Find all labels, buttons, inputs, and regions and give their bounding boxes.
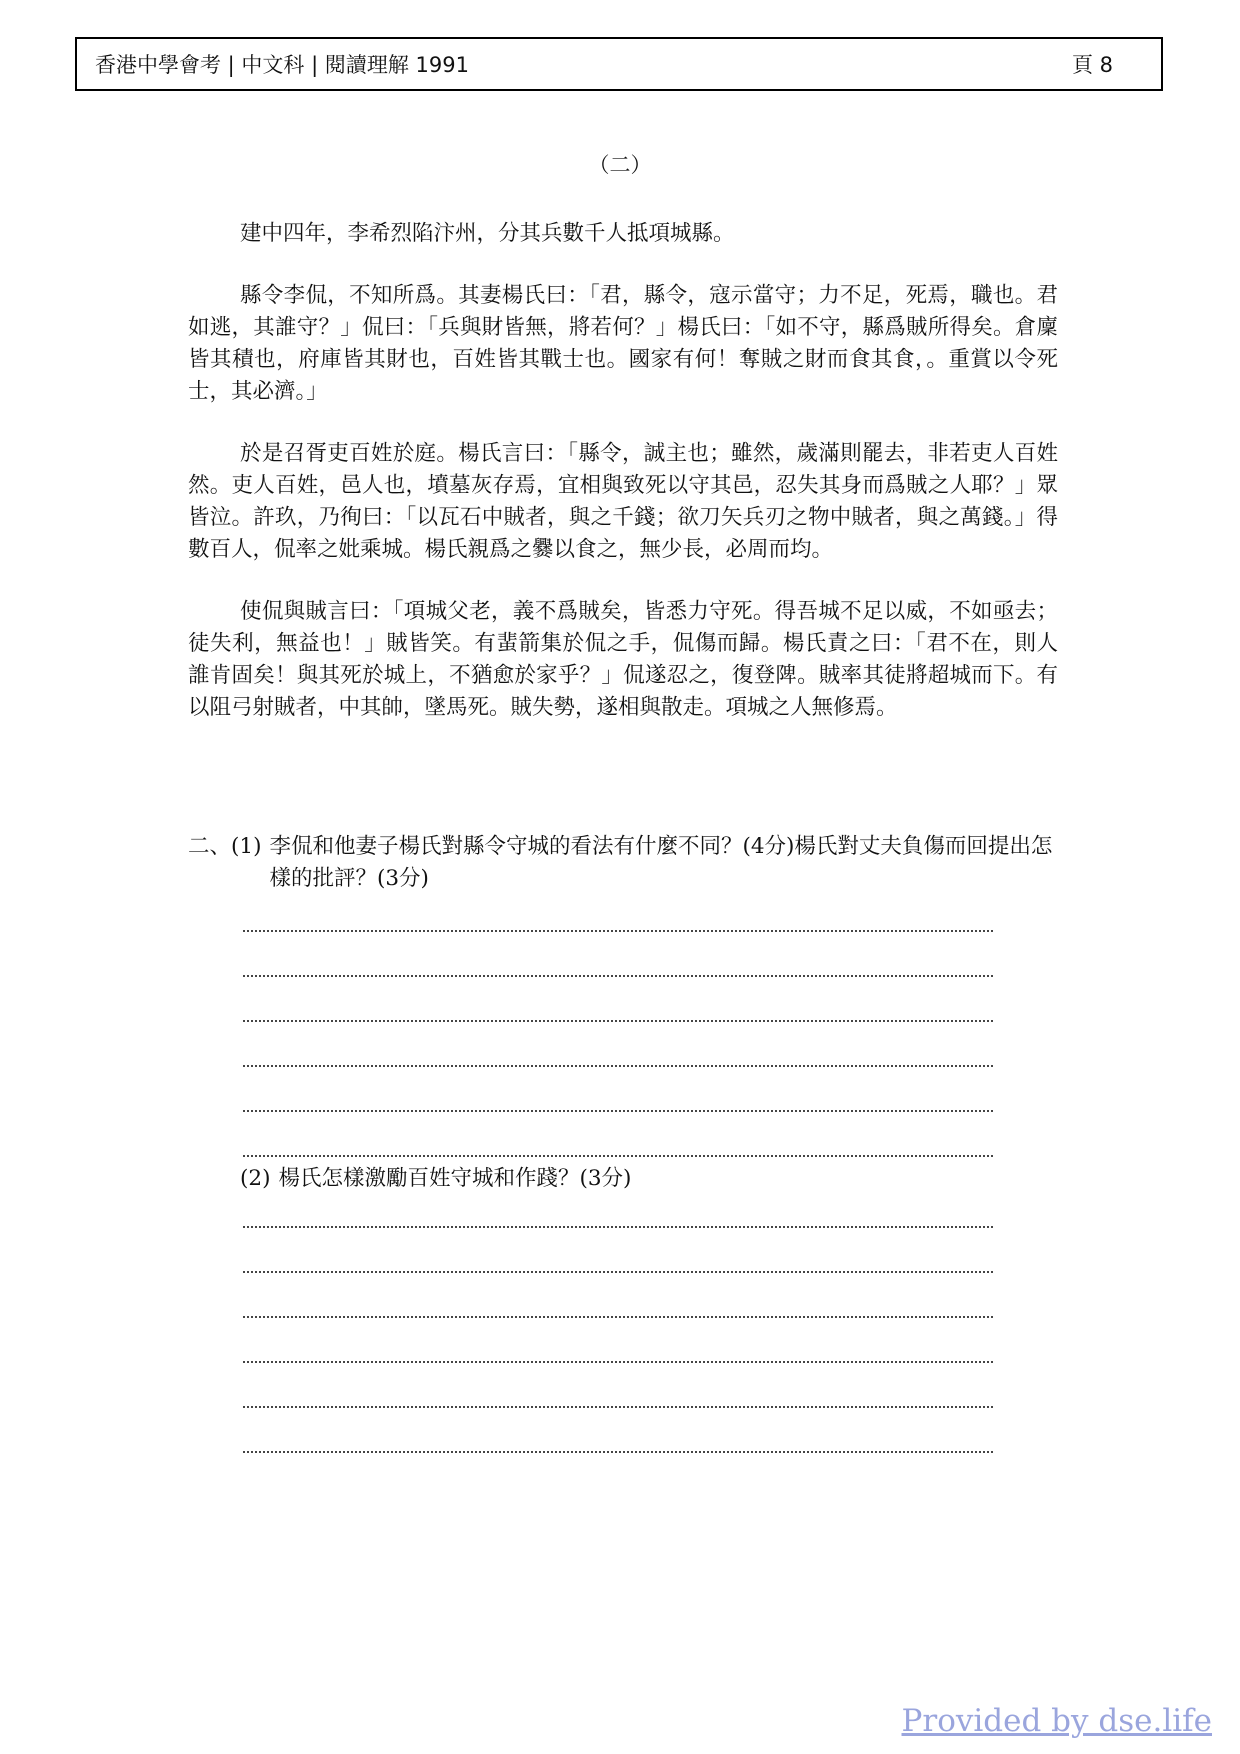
exam-title: 香港中學會考 | 中文科 | 閱讀理解 1991 <box>95 53 469 77</box>
passage-paragraph-1: 建中四年，李希烈陷汴州，分其兵數千人抵項城縣。 <box>240 221 735 246</box>
answer-line[interactable] <box>243 977 993 1022</box>
passage-paragraph-4: 使侃與賊言曰：「項城父老，義不爲賊矣，皆悉力守死。得吾城不足以威，不如亟去；徒失利，無益也！」賊皆笑。有蜚箭集於侃之手，侃傷而歸。楊氏責之曰：「君不在，則人誰肯固矣！與其死於城上，不猶愈於家乎？」侃遂忍之，復登陴。賊率其徒將超城而下。有以阻弓射賊者，中其帥，墜馬死。賊失勢，遂相與散走。項城之人無修焉。 <box>188 599 1058 720</box>
question-2-text: 楊氏怎樣激勵百姓守城和作踐？(3分) <box>278 1166 632 1191</box>
answer-line[interactable] <box>243 1022 993 1067</box>
passage-paragraph-3: 於是召胥吏百姓於庭。楊氏言曰：「縣令，誠主也；雖然，歲滿則罷去，非若吏人百姓然。吏人百姓，邑人也，墳墓灰存焉，宜相與致死以守其邑，忍失其身而爲賊之人耶？」眾皆泣。許玖，乃徇曰：「以瓦石中賊者，與之千錢；欲刀矢兵刃之物中賊者，與之萬錢。」得數百人，侃率之妣乘城。楊氏親爲之爨以食之，無少長，必周而均。 <box>188 441 1058 562</box>
answer-line[interactable] <box>243 1318 993 1363</box>
question-2-number: (2) <box>240 1166 271 1191</box>
reading-passage <box>188 218 1058 754</box>
question-1-answer-area[interactable] <box>243 887 993 1157</box>
questions-section <box>188 831 1058 1453</box>
question-2-answer-area[interactable] <box>243 1183 993 1453</box>
answer-line[interactable] <box>243 1067 993 1112</box>
page-number: 頁 8 <box>1071 53 1113 77</box>
page-header <box>75 37 1163 91</box>
answer-line[interactable] <box>243 1363 993 1408</box>
answer-line[interactable] <box>243 1112 993 1157</box>
provided-by-link[interactable]: Provided by dse.life <box>901 1703 1212 1739</box>
question-1 <box>188 831 1058 895</box>
answer-line[interactable] <box>243 1273 993 1318</box>
section-title: （二） <box>588 153 652 177</box>
question-1-number: 二、(1) <box>188 834 262 859</box>
answer-line[interactable] <box>243 932 993 977</box>
question-1-text: 李侃和他妻子楊氏對縣令守城的看法有什麼不同？(4分)楊氏對丈夫負傷而回提出怎樣的批評？(3分) <box>269 834 1053 891</box>
question-2 <box>240 1163 1058 1195</box>
passage-paragraph-2: 縣令李侃，不知所爲。其妻楊氏曰：「君，縣令，寇示當守；力不足，死焉，職也。君如逃，其誰守？」侃曰：「兵與財皆無，將若何？」楊氏曰：「如不守，縣爲賊所得矣。倉廩皆其積也，府庫皆其財也，百姓皆其戰士也。國家有何！奪賊之財而食其食，。重賞以令死士，其必濟。」 <box>188 283 1058 404</box>
answer-line[interactable] <box>243 1228 993 1273</box>
answer-line[interactable] <box>243 1408 993 1453</box>
